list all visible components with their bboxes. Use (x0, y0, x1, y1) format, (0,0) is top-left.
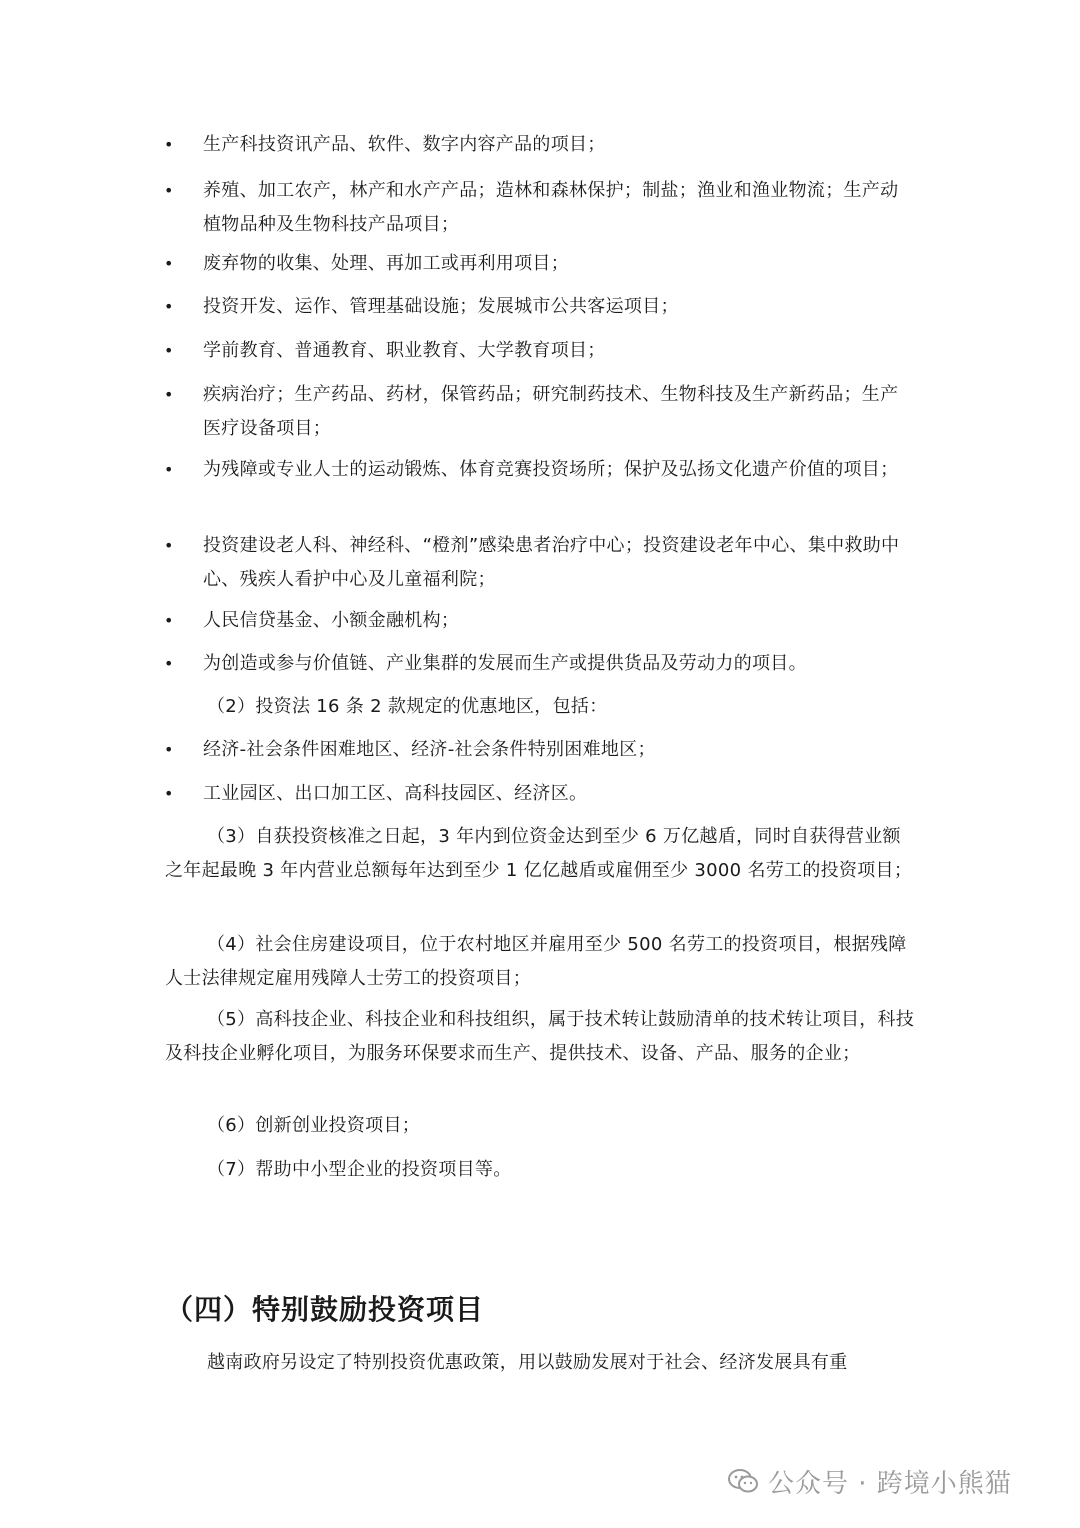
list-item-text: 废弃物的收集、处理、再加工或再利用项目； (203, 253, 569, 274)
bullet-marker: • (164, 536, 174, 555)
bullet-marker: • (164, 784, 174, 803)
bullet-marker: • (164, 341, 174, 360)
list-item-text: 工业园区、出口加工区、高科技园区、经济区。 (203, 783, 588, 804)
paragraph-7: （7）帮助中小型企业的投资项目等。 (207, 1159, 512, 1180)
list-item-text: 投资开发、运作、管理基础设施；发展城市公共客运项目； (203, 296, 679, 317)
bullet-marker: • (164, 654, 174, 673)
bullet-marker: • (164, 611, 174, 630)
list-item-text: 养殖、加工农产，林产和水产产品；造林和森林保护；制盐；渔业和渔业物流；生产动植物品种及生物科技产品项目； (203, 180, 899, 235)
list-item-text: 人民信贷基金、小额金融机构； (203, 610, 460, 631)
bullet-marker: • (164, 385, 174, 404)
intro-paragraph: 越南政府另设定了特别投资优惠政策，用以鼓励发展对于社会、经济发展具有重 (207, 1352, 848, 1373)
list-item-text: 疾病治疗；生产药品、药材，保管药品；研究制药技术、生物科技及生产新药品；生产医疗设备项目； (203, 384, 899, 439)
list-item-text: 为创造或参与价值链、产业集群的发展而生产或提供货品及劳动力的项目。 (203, 653, 807, 674)
paragraph-5: （5）高科技企业、科技企业和科技组织，属于技术转让鼓励清单的技术转让项目，科技及科技企业孵化项目，为服务环保要求而生产、提供技术、设备、产品、服务的企业； (165, 1009, 915, 1064)
wechat-icon (728, 1468, 758, 1494)
bullet-marker: • (164, 297, 174, 316)
watermark (728, 1458, 1012, 1504)
bullet-marker: • (164, 740, 174, 759)
paragraph-2: （2）投资法 16 条 2 款规定的优惠地区，包括： (207, 696, 608, 717)
paragraph-3: （3）自获投资核准之日起，3 年内到位资金达到至少 6 万亿越盾，同时自获得营业额之年起最晚 3 年内营业总额每年达到至少 1 亿亿越盾或雇佣至少 3000 名劳工的投资项目； (165, 826, 913, 881)
list-item-text: 生产科技资讯产品、软件、数字内容产品的项目； (203, 134, 606, 155)
bullet-marker: • (164, 135, 174, 154)
list-item-text: 学前教育、普通教育、职业教育、大学教育项目； (203, 340, 606, 361)
list-item-text: 投资建设老人科、神经科、“橙剂”感染患者治疗中心；投资建设老年中心、集中救助中心、残疾人看护中心及儿童福利院； (203, 535, 900, 590)
paragraph-4: （4）社会住房建设项目，位于农村地区并雇用至少 500 名劳工的投资项目，根据残障人士法律规定雇用残障人士劳工的投资项目； (165, 934, 907, 989)
bullet-marker: • (164, 460, 174, 479)
list-item-text: 经济-社会条件困难地区、经济-社会条件特别困难地区； (203, 739, 656, 760)
section-heading: （四）特别鼓励投资项目 (165, 1293, 485, 1326)
list-item-text: 为残障或专业人士的运动锻炼、体育竞赛投资场所；保护及弘扬文化遗产价值的项目； (203, 459, 899, 480)
bullet-marker: • (164, 181, 174, 200)
watermark-text: 公众号 · 跨境小熊猫 (768, 1468, 1012, 1499)
paragraph-6: （6）创新创业投资项目； (207, 1115, 421, 1136)
bullet-marker: • (164, 254, 174, 273)
